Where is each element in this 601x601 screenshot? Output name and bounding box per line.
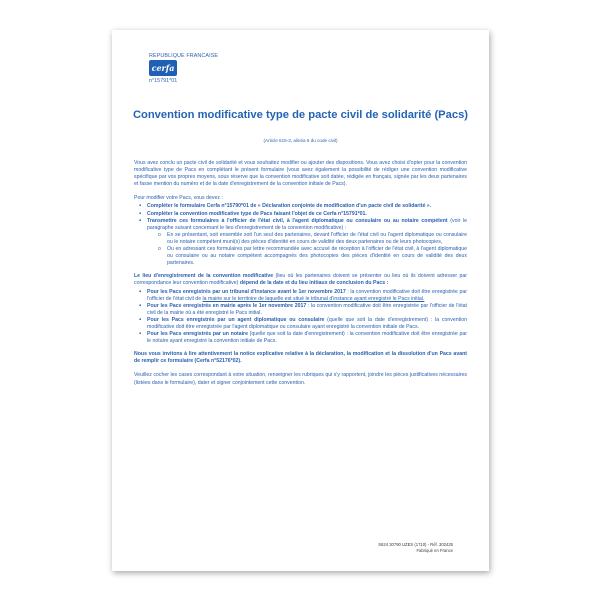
cerfa-logo-icon: cerfa: [149, 60, 177, 76]
step-item: ▪ Compléter le formulaire Cerfa n°15790*01 de « Déclaration conjointe de modification d'un pacte civil de solidarité ».: [147, 203, 467, 210]
place-item-bold: Pour les Pacs enregistrés en mairie après le 1er novembre 2017: [147, 302, 307, 309]
page-subtitle: (Article 515-3, alinéa 6 du code civil): [263, 138, 338, 143]
place-item-text: : la convention modificative doit être enregistrée par l'officier de l'état civil de: [147, 288, 467, 302]
place-item-underlined: la mairie sur le territoire de laquelle est situé le tribunal d'instance ayant enregistré le Pacs initial.: [202, 295, 425, 302]
place-item-bold: Pour les Pacs enregistrés par un notaire: [147, 331, 248, 338]
intro-paragraph: Vous avez conclu un pacte civil de solidarité et vous souhaitez modifier ou ajouter des dispositions. Vous avez choisi d'opter pour la convention modificative type de Pacs en complétant le présent formulaire (vous avez également la possibilité de rédiger une convention modificative spécifique par vos propres moyens, sous réserve que la convention modificative soit datée, rédigée en français, signée par les deux partenaires et fasse mention du numéro et de la date d'enregistrement de la convention initiale de Pacs).: [134, 160, 467, 188]
step-bold: Transmettre ces formulaires à l'officier de l'état civil, à l'agent diplomatique ou consulaire ou au notaire compétent: [147, 217, 448, 224]
place-item: [147, 303, 467, 317]
place-paragraph: [134, 273, 467, 287]
print-reference: S624 30790 UZES (1710) - Réf. 302425: [378, 542, 453, 547]
republic-label: REPUBLIQUE FRANCAISE: [149, 53, 219, 59]
place-text: (lieu où les partenaires doivent se présenter ou lieu où ils doivent adresser par correspondance leur convention modificative): [134, 273, 467, 287]
steps-lead: Pour modifier votre Pacs, vous devez :: [134, 195, 223, 202]
notice-paragraph: Nous vous invitons à lire attentivement la notice explicative relative à la déclaration, la modification et la dissolution d'un Pacs avant de remplir ce formulaire (Cerfa n°52176*02).: [134, 351, 467, 365]
place-bold-2: dépend de la date et du lieu initiaux de conclusion du Pacs :: [239, 280, 389, 287]
sub-step-item: o En se présentant, soit ensemble soit l'un seul des partenaires, devant l'officier de l'état civil ou l'agent diplomatique ou consulaire ou le notaire compétent muni(s) des pièces d'identité en cours de validité des deux partenaires ou de leurs photocopies,: [167, 232, 467, 246]
steps-list: [134, 203, 467, 267]
place-item: [147, 331, 467, 345]
place-list: [134, 289, 467, 346]
form-number: n°15791*01: [149, 78, 178, 84]
place-item: [147, 317, 467, 331]
step-item: ▪ Compléter la convention modificative type de Pacs faisant l'objet de ce Cerfa n°15791*01.: [147, 211, 467, 218]
step-text: (voir le paragraphe suivant concernant le lieu d'enregistrement de la convention modificative) :: [147, 217, 467, 231]
place-bold: Le lieu d'enregistrement de la convention modificative: [134, 273, 274, 280]
sub-steps-list: [147, 232, 467, 267]
made-in-label: Fabriqué en France: [416, 548, 453, 553]
step-item: [147, 218, 467, 268]
place-item-text: (quelle que soit la date d'enregistrement) : la convention modificative doit être enregistrée par l'agent diplomatique ou consulaire ayant enregistré la convention initiale de Pacs.: [147, 316, 467, 330]
place-item: [147, 289, 467, 303]
form-page: [112, 30, 489, 571]
place-item-bold: Pour les Pacs enregistrés par un tribunal d'instance avant le 1er novembre 2017: [147, 288, 346, 295]
document-body: [134, 160, 467, 394]
closing-paragraph: Veuillez cocher les cases correspondant à votre situation, renseigner les rubriques qui s'y rapportent, joindre les pièces justificatives nécessaires (listées dans le formulaire), dater et signer conjointement cette convention.: [134, 372, 467, 386]
sub-step-item: o Ou en adressant ces formulaires par lettre recommandée avec accusé de réception à l'officier de l'état civil, à l'agent diplomatique ou consulaire ou au notaire compétent accompagnés des photocopies des pièces d'identité en cours de validité des deux partenaires.: [167, 246, 467, 267]
place-item-bold: Pour les Pacs enregistrés par un agent diplomatique ou consulaire: [147, 316, 325, 323]
page-title: Convention modificative type de pacte civil de solidarité (Pacs): [132, 109, 469, 121]
place-item-text: : la convention modificative doit être enregistrée par l'officier de l'état civil de la mairie où a été enregistré le Pacs initial.: [147, 302, 468, 316]
place-item-text: (quelle que soit la date d'enregistrement) : la convention modificative doit être enregistrée par le notaire ayant enregistré la convention initiale de Pacs.: [147, 331, 467, 345]
